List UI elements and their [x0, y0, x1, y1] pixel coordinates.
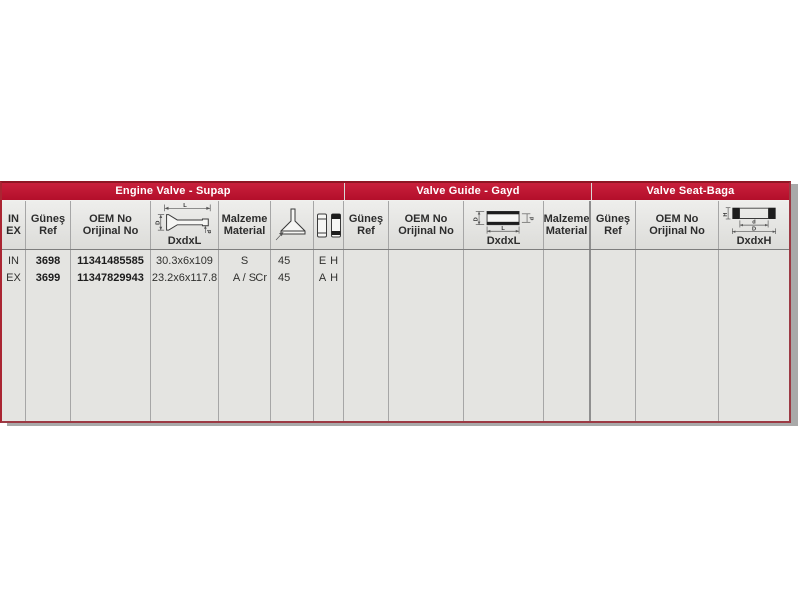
cell-value: Cr [255, 272, 267, 284]
dim-label-D: D [751, 226, 757, 233]
header-line: Orijinal No [82, 225, 139, 237]
col-header-stem-seal [314, 201, 344, 249]
header-line: Güneş [348, 213, 384, 225]
body-col-gunes-ref-valve [26, 250, 71, 421]
section-title-valve-guide: Valve Guide - Gayd [345, 183, 591, 200]
dims-label-seat: DxdxH [736, 235, 772, 247]
col-header-in-ex [2, 201, 26, 249]
header-line: Güneş [30, 213, 66, 225]
section-title-valve-seat: Valve Seat-Baga [592, 183, 789, 200]
dim-label-D: D [154, 220, 161, 225]
body-col-oem-valve [71, 250, 151, 421]
col-header-oem-seat [636, 201, 719, 249]
header-line: Orijinal No [649, 225, 705, 237]
dim-label-L: L [182, 203, 187, 209]
col-header-oem-guide [389, 201, 464, 249]
dim-label-L: L [500, 225, 505, 232]
header-line: IN [8, 213, 19, 225]
col-header-dims-seat [719, 201, 789, 249]
cell-value: IN [8, 255, 19, 267]
table-row [219, 253, 270, 270]
header-line: OEM No [655, 213, 699, 225]
body-col-material-guide [544, 250, 591, 421]
header-line: Malzeme [221, 213, 268, 225]
header-line: Material [223, 225, 266, 237]
body-col-oem-seat [636, 250, 719, 421]
cell-value: 11347829943 [77, 272, 144, 284]
column-header-row [2, 201, 789, 250]
header-line: Orijinal No [398, 225, 454, 237]
table-row [314, 270, 343, 287]
cell-value: H [330, 255, 339, 267]
header-line: Güneş [595, 213, 631, 225]
body-col-in-ex [2, 250, 26, 421]
col-header-gunes-ref-valve [26, 201, 71, 249]
seat-angle-icon [274, 205, 310, 245]
table-body [2, 250, 789, 421]
col-header-gunes-ref-seat [591, 201, 636, 249]
col-header-seat-angle [271, 201, 314, 249]
cell-value: 23.2x6x117.8 [151, 272, 218, 284]
body-col-oem-guide [389, 250, 464, 421]
seat-dims-diagram-icon [723, 203, 785, 235]
section-title-engine-valve: Engine Valve - Supap [2, 183, 344, 200]
cell-value: E [318, 255, 327, 267]
header-line: EX [6, 225, 21, 237]
section-title-bar [2, 183, 789, 201]
col-header-dims-valve [151, 201, 219, 249]
dim-label-D: D [473, 217, 480, 222]
body-col-dims-guide [464, 250, 544, 421]
col-header-oem-valve [71, 201, 151, 249]
cell-value: 45 [278, 255, 291, 267]
dim-label-d: d [206, 229, 213, 234]
cell-value: A / S [232, 272, 257, 284]
header-line: Malzeme [544, 213, 590, 225]
parts-catalog-table [0, 181, 791, 423]
body-col-material-valve [219, 250, 271, 421]
dim-label-H: H [723, 212, 730, 217]
body-col-gunes-ref-guide [344, 250, 389, 421]
cell-value: 3699 [35, 272, 61, 284]
cell-value: 11341485585 [77, 255, 144, 267]
header-line: Material [545, 225, 588, 237]
dim-label-d: d [529, 216, 536, 221]
header-line: OEM No [89, 213, 132, 225]
body-col-dims-valve [151, 250, 219, 421]
valve-dims-diagram-icon [155, 203, 215, 235]
col-header-material-guide [544, 201, 591, 249]
cell-value: 3698 [35, 255, 61, 267]
header-line: Ref [357, 225, 375, 237]
col-header-gunes-ref-guide [344, 201, 389, 249]
cell-value: H [330, 272, 339, 284]
header-line: OEM No [404, 213, 448, 225]
cell-value: 45 [278, 272, 291, 284]
body-col-gunes-ref-seat [591, 250, 636, 421]
dims-label-valve: DxdxL [167, 235, 202, 247]
header-line: Ref [39, 225, 57, 237]
table-row [219, 270, 270, 287]
stem-seal-icon [316, 212, 342, 239]
cell-value: 30.3x6x109 [156, 255, 213, 267]
cell-value: A [318, 272, 327, 284]
body-col-stem-seal [314, 250, 344, 421]
dim-label-d: d [752, 219, 756, 226]
col-header-dims-guide [464, 201, 544, 249]
dims-label-guide: DxdxL [486, 235, 521, 247]
body-col-dims-seat [719, 250, 789, 421]
table-row [314, 253, 343, 270]
body-col-seat-angle [271, 250, 314, 421]
guide-dims-diagram-icon [471, 203, 537, 235]
cell-value: EX [6, 272, 21, 284]
cell-value: S [240, 255, 249, 267]
header-line: Ref [604, 225, 622, 237]
col-header-material-valve [219, 201, 271, 249]
